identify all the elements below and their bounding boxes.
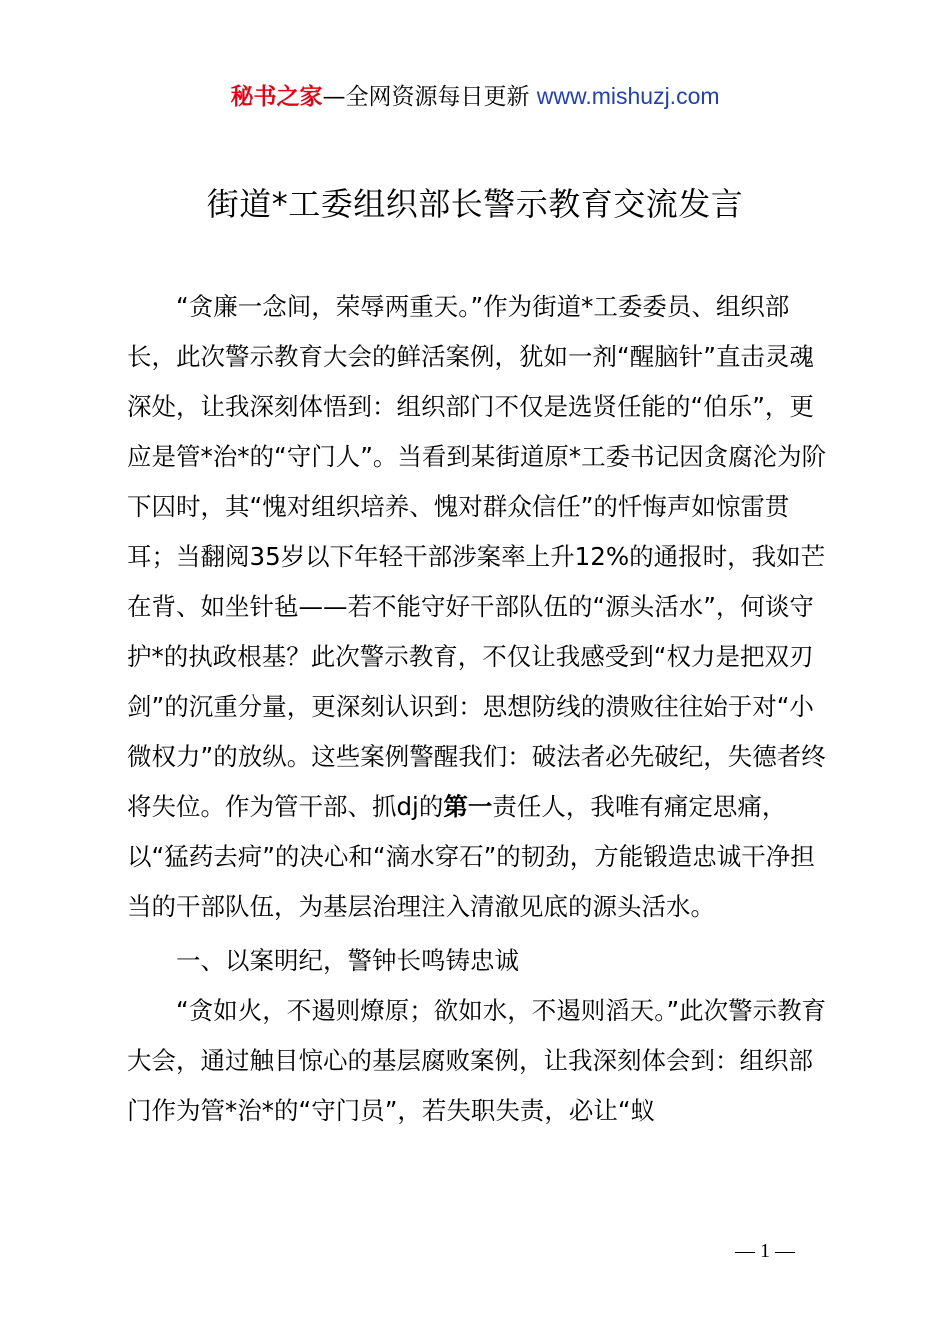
section-heading-1: 一、以案明纪，警钟长鸣铸忠诚 xyxy=(176,946,519,975)
paragraph-intro-text-end: 责任人，我唯有痛定思痛，以“猛药去疴”的决心和“滴水穿石”的韧劲，方能锻造忠诚干净担当的干部队伍，为基层治理注入清澈见底的源头活水。 xyxy=(127,792,815,921)
document-title: 街道*工委组织部长警示教育交流发言 xyxy=(206,185,744,223)
paragraph-intro-bold: 第一 xyxy=(443,792,493,821)
site-header xyxy=(0,80,950,113)
paragraph-intro xyxy=(127,282,833,932)
paragraph-section-1: “贪如火，不遏则燎原；欲如水，不遏则滔天。”此次警示教育大会，通过触目惊心的基层腐败案例，让我深刻体会到：组织部门作为管*治*的“守门员”，若失职失责，必让“蚁 xyxy=(127,996,827,1125)
header-tagline: —全网资源每日更新 xyxy=(322,84,537,110)
document-body xyxy=(127,282,833,1136)
brand-name[interactable]: 秘书之家 xyxy=(230,84,323,110)
page-number: — 1 — xyxy=(735,1240,795,1262)
site-url-link[interactable]: www.mishuzj.com xyxy=(536,83,720,109)
paragraph-intro-text: “贪廉一念间，荣辱两重天。”作为街道*工委委员、组织部长，此次警示教育大会的鲜活案例，犹如一剂“醒脑针”直击灵魂深处，让我深刻体悟到：组织部门不仅是选贤任能的“伯乐”，更应是管*治*的“守门人”。当看到某街道原*工委书记因贪腐沦为阶下囚时，其“愧对组织培养、愧对群众信任”的忏悔声如惊雷贯耳；当翻阅35岁以下年轻干部涉案率上升12%的通报时，我如芒在背、如坐针毡——若不能守好干部队伍的“源头活水”，何谈守护*的执政根基？此次警示教育，不仅让我感受到“权力是把双刃剑”的沉重分量，更深刻认识到：思想防线的溃败往往始于对“小微权力”的放纵。这些案例警醒我们：破法者必先破纪，失德者终将失位。作为管干部、抓dj的 xyxy=(127,292,827,821)
